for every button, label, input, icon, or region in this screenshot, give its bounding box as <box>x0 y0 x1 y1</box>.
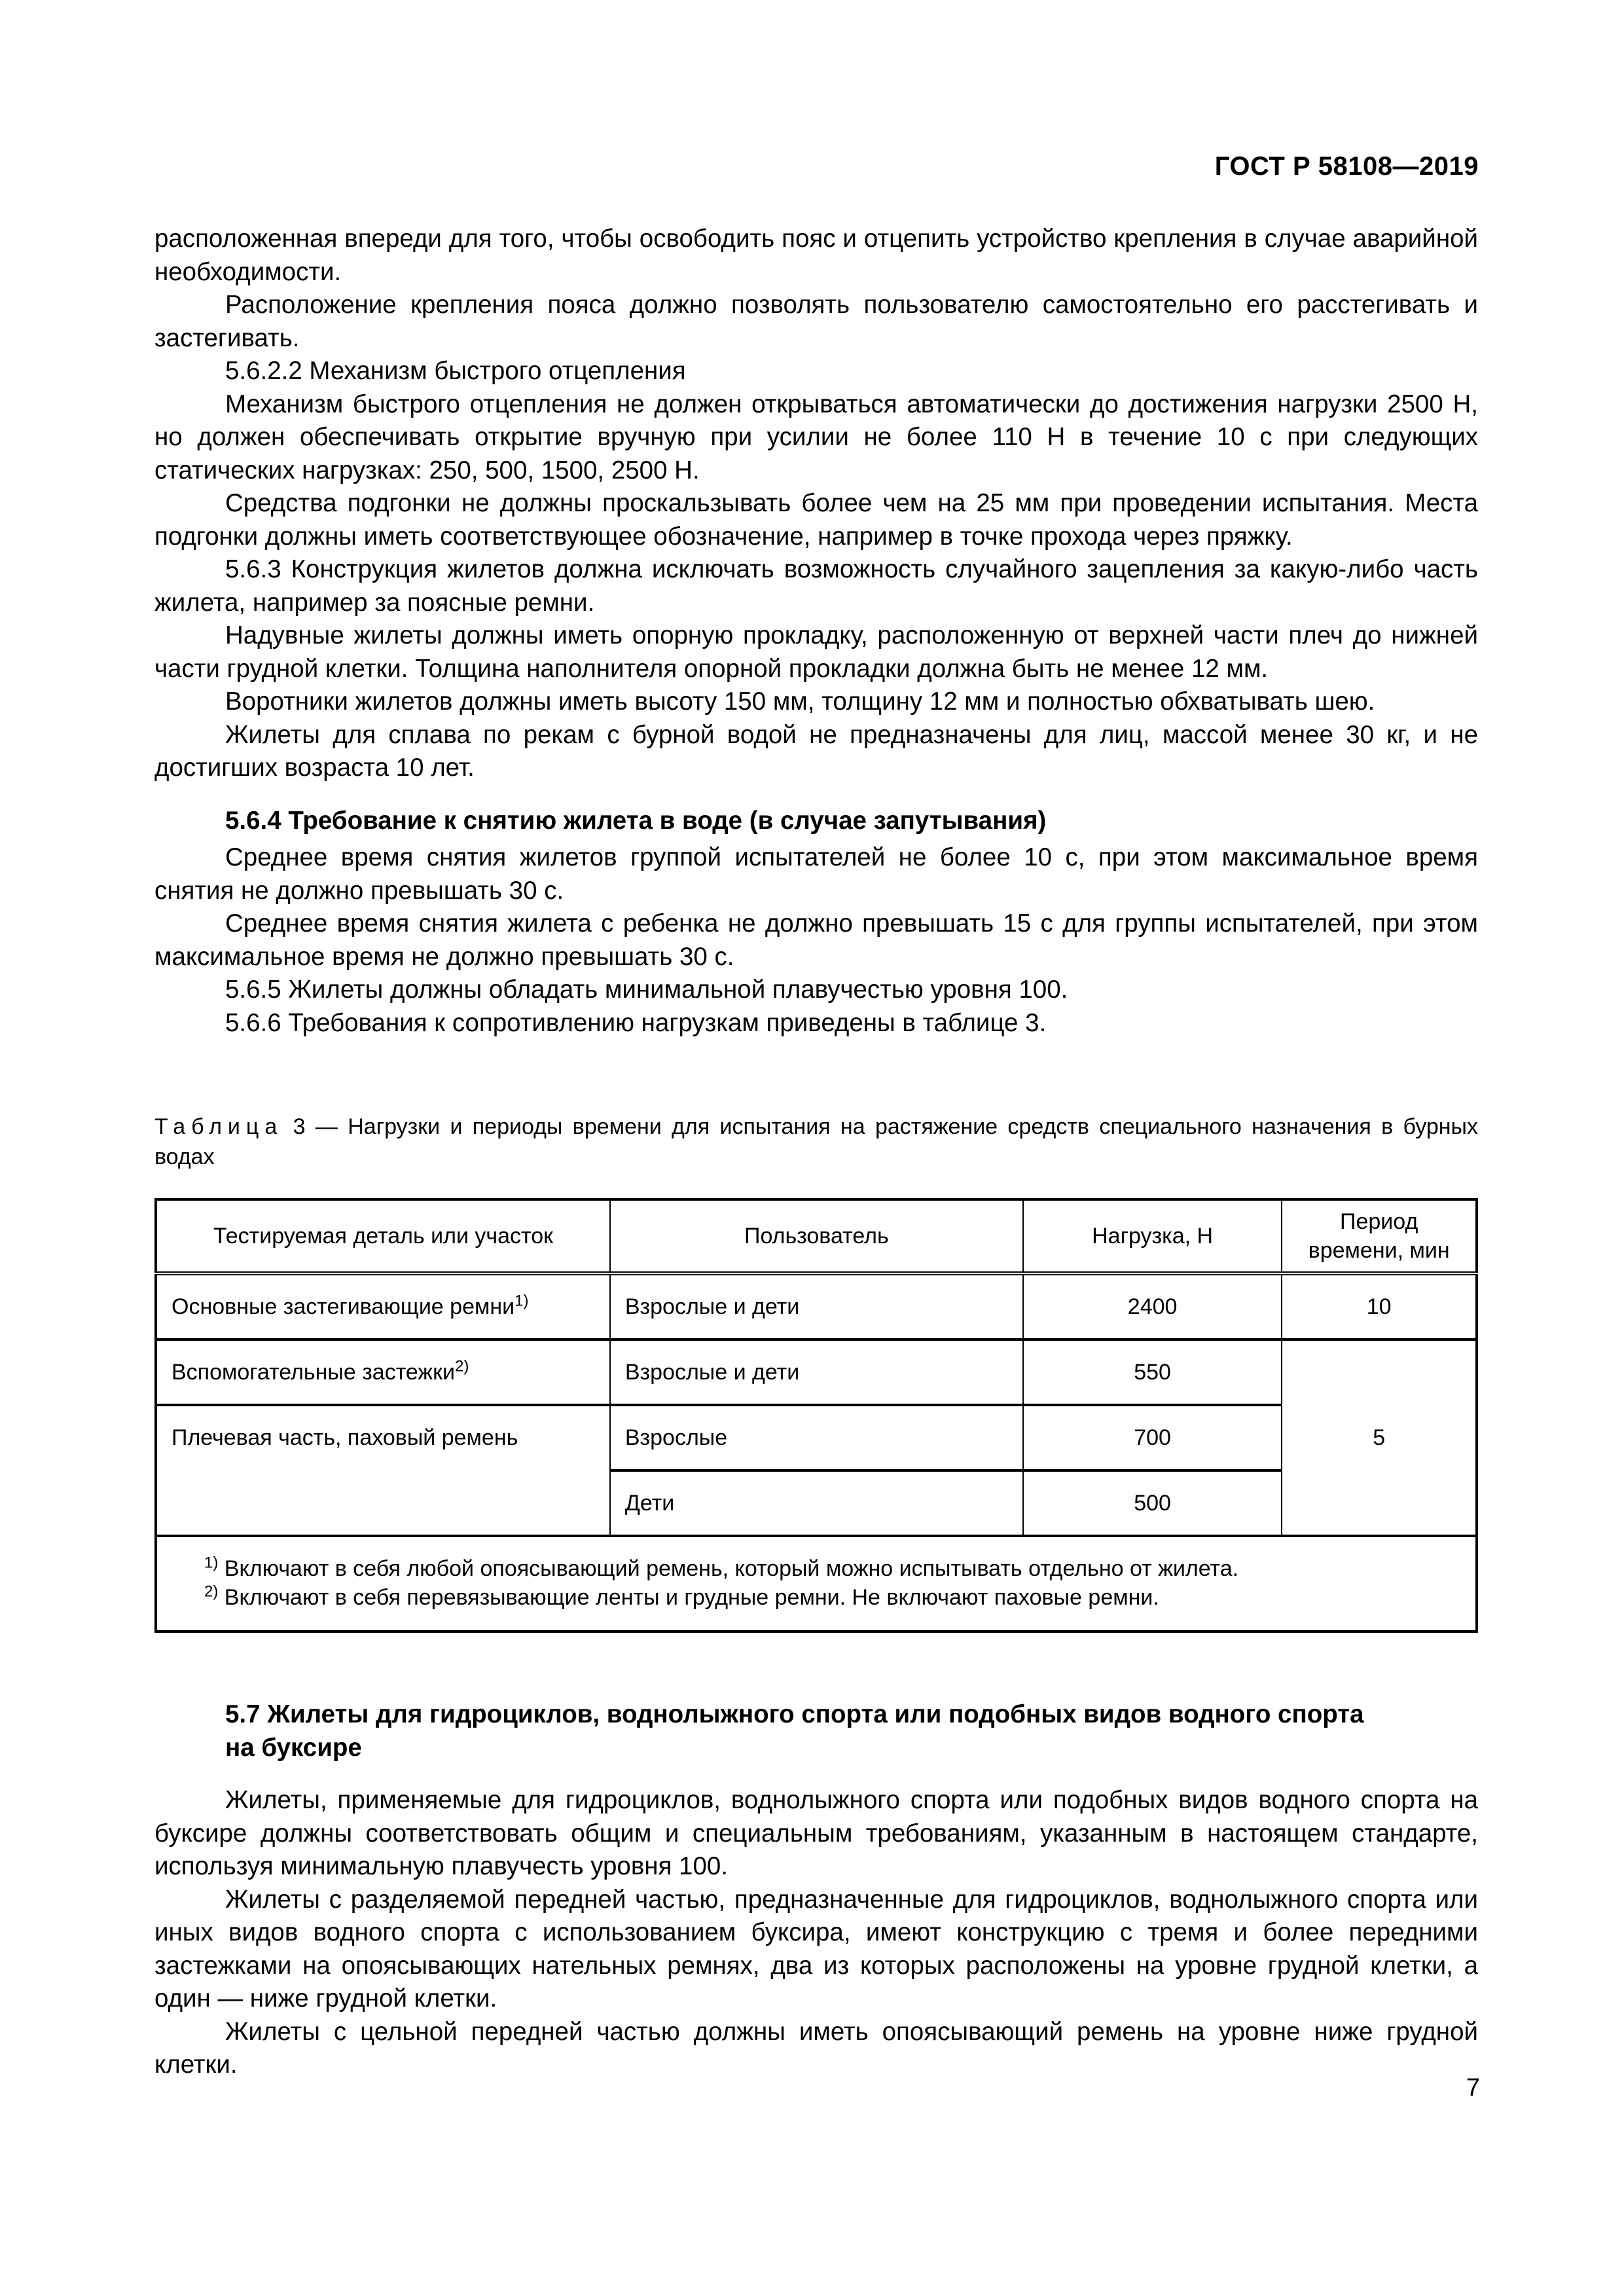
cell-part: Основные застегивающие ремни$^{1)}$ <box>156 1273 610 1339</box>
table-row <box>156 1273 1477 1339</box>
page-number: 7 <box>1466 2074 1480 2102</box>
table-footnotes-row <box>156 1536 1477 1631</box>
subsection-title-5-6-2-2: 5.6.2.2 Механизм быстрого отцепления <box>225 357 686 385</box>
cell-load: 2400 <box>1023 1273 1282 1339</box>
paragraph-5-6-6: 5.6.6 Требования к сопротивлению нагрузкам приведены в таблице 3. <box>225 1008 1047 1037</box>
table-row <box>156 1339 1477 1405</box>
page-body <box>154 223 1478 2082</box>
footnote-ref: 2) <box>455 1357 469 1376</box>
paragraph: Жилеты с разделяемой передней частью, предназначенные для гидроциклов, воднолыжного спорта или иных видов водного спорта с использованием буксира, имеют конструкцию с тремя и более передними застежками на опоясывающих нательных ремнях, два из которых расположены на уровне грудной клетки, а один — ниже грудной клетки. <box>154 1885 1478 2013</box>
table-caption <box>154 1112 1478 1172</box>
footnote: $^{1)}$ Включают в себя любой опоясывающий ремень, который можно испытывать отдельно от жилета. <box>204 1554 1239 1581</box>
column-header-part: Тестируемая деталь или участок <box>156 1199 610 1273</box>
paragraph: Воротники жилетов должны иметь высоту 150 мм, толщину 12 мм и полностью обхватывать шею. <box>225 687 1375 716</box>
column-header-user: Пользователь <box>610 1199 1023 1273</box>
document-standard-id: ГОСТ Р 58108—2019 <box>1214 152 1479 181</box>
table-header-row <box>156 1199 1477 1273</box>
cell-user: Взрослые и дети <box>610 1273 1023 1339</box>
cell-part-merged: Плечевая часть, паховый ремень <box>156 1405 610 1536</box>
section-heading-5-6-4: 5.6.4 Требование к снятию жилета в воде (в случае запутывания) <box>225 806 1047 835</box>
cell-part: Вспомогательные застежки$^{2)}$ <box>156 1339 610 1405</box>
paragraph: Расположение крепления пояса должно позволять пользователю самостоятельно его расстегивать и застегивать. <box>154 291 1478 352</box>
paragraph: Среднее время снятия жилета с ребенка не должно превышать 15 с для группы испытателей, при этом максимальное время не должно превышать 30 с. <box>154 909 1478 971</box>
paragraph-5-6-3: 5.6.3 Конструкция жилетов должна исключать возможность случайного зацепления за какую-либо часть жилета, например за поясные ремни. <box>154 555 1478 617</box>
cell-load: 700 <box>1023 1405 1282 1470</box>
paragraph: Жилеты, применяемые для гидроциклов, воднолыжного спорта или подобных видов водного спорта на буксире должны соответствовать общим и специальным требованиям, указанным в настоящем стандарте, используя минимальную плавучесть уровня 100. <box>154 1786 1478 1880</box>
paragraph: Жилеты для сплава по рекам с бурной водой не предназначены для лиц, массой менее 30 кг, и не достигших возраста 10 лет. <box>154 720 1478 782</box>
cell-load: 500 <box>1023 1470 1282 1536</box>
cell-user: Взрослые и дети <box>610 1339 1023 1405</box>
cell-user: Дети <box>610 1470 1023 1536</box>
table-caption-number: 3 <box>293 1114 306 1139</box>
paragraph: Среднее время снятия жилетов группой испытателей не более 10 с, при этом максимальное время снятия не должно превышать 30 с. <box>154 843 1478 905</box>
table-row <box>156 1405 1477 1470</box>
section-heading-5-7: 5.7 Жилеты для гидроциклов, воднолыжного спорта или подобных видов водного спорта на буксире <box>225 1700 1364 1762</box>
paragraph: расположенная впереди для того, чтобы освободить пояс и отцепить устройство крепления в случае аварийной необходимости. <box>154 225 1478 286</box>
paragraph: Механизм быстрого отцепления не должен открываться автоматически до достижения нагрузки 2500 Н, но должен обеспечивать открытие вручную при усилии не более 110 Н в течение 10 с при следующих статических нагрузках: 250, 500, 1500, 2500 Н. <box>154 390 1478 484</box>
column-header-load: Нагрузка, Н <box>1023 1199 1282 1273</box>
paragraph-5-6-5: 5.6.5 Жилеты должны обладать минимальной плавучестью уровня 100. <box>225 975 1068 1004</box>
cell-period: 10 <box>1282 1273 1477 1339</box>
cell-load: 550 <box>1023 1339 1282 1405</box>
table-3 <box>154 1198 1478 1633</box>
footnote: $^{2)}$ Включают в себя перевязывающие ленты и грудные ремни. Не включают паховые ремни. <box>204 1582 1159 1610</box>
paragraph: Средства подгонки не должны проскальзывать более чем на 25 мм при проведении испытания. Места подгонки должны иметь соответствующее обозначение, например в точке прохода через пряжку. <box>154 489 1478 551</box>
paragraph: Жилеты с цельной передней частью должны иметь опоясывающий ремень на уровне ниже грудной клетки. <box>154 2017 1478 2079</box>
column-header-period: Период времени, мин <box>1282 1199 1477 1273</box>
table-caption-label: Таблица <box>154 1114 283 1139</box>
cell-user: Взрослые <box>610 1405 1023 1470</box>
footnote-ref: 1) <box>514 1292 529 1310</box>
table-caption-text: — Нагрузки и периоды времени для испытания на растяжение средств специального назначения в бурных водах <box>154 1114 1478 1169</box>
table-footnotes <box>156 1536 1477 1631</box>
paragraph: Надувные жилеты должны иметь опорную прокладку, расположенную от верхней части плеч до нижней части грудной клетки. Толщина наполнителя опорной прокладки должна быть не менее 12 мм. <box>154 621 1478 683</box>
cell-period-merged: 5 <box>1282 1339 1477 1536</box>
